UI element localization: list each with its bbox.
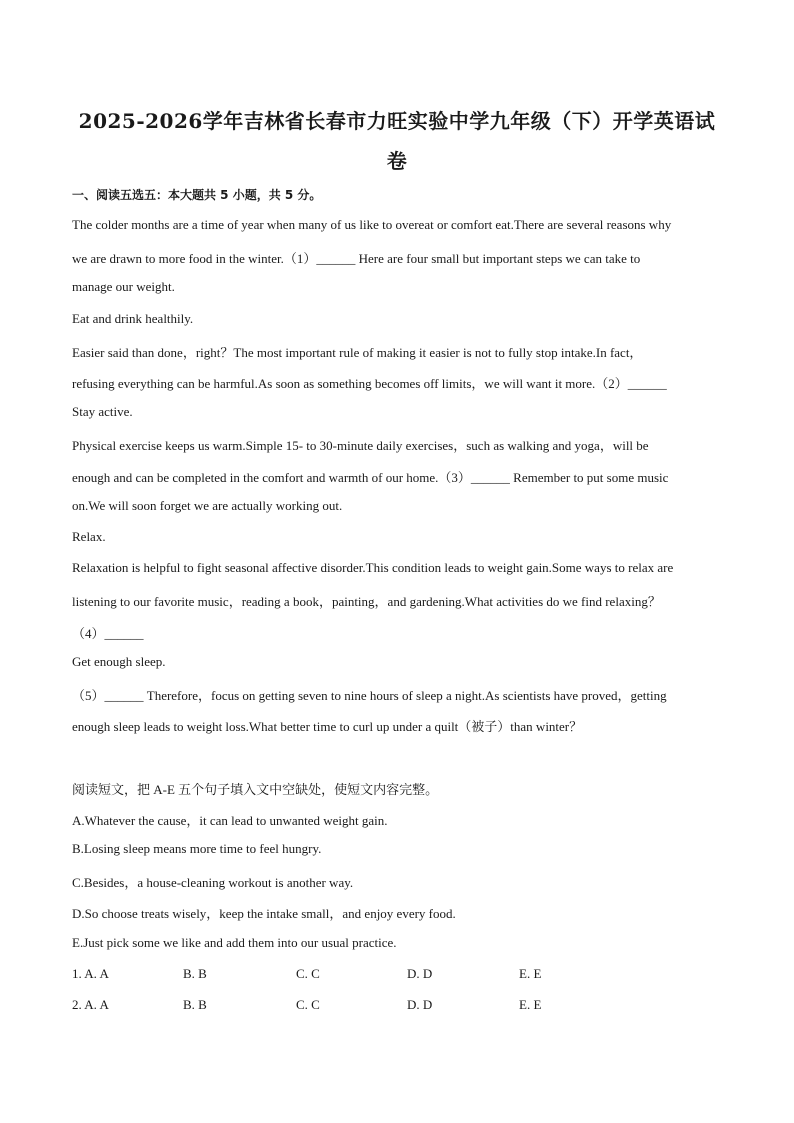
option-d[interactable]: D. D [407,997,433,1012]
passage-line: enough sleep leads to weight loss.What better time to curl up under a quilt（被子）than winter？ [72,719,583,734]
option-d[interactable]: D. D [407,966,433,981]
passage-line: manage our weight. [72,279,175,294]
choice-d: D.So choose treats wisely，keep the intake small，and enjoy every food. [72,906,456,921]
choice-a: A.Whatever the cause，it can lead to unwanted weight gain. [72,813,388,828]
passage-line: on.We will soon forget we are actually working out. [72,498,343,513]
passage-subheading: Eat and drink healthily. [72,311,194,326]
passage-line: listening to our favorite music，reading a book，painting，and gardening.What activities do we find relaxing？ [72,594,661,609]
choice-e: E.Just pick some we like and add them into our usual practice. [72,935,397,950]
instruction-text: 阅读短文，把 A-E 五个句子填入文中空缺处，使短文内容完整。 [72,782,439,797]
passage-subheading: Get enough sleep. [72,654,166,669]
question-2-options [72,997,672,1015]
passage-line: （4）______ [72,626,144,641]
passage-line: enough and can be completed in the comfort and warmth of our home.（3）______ Remember to put some music [72,470,669,485]
option-b[interactable]: B. B [183,997,207,1012]
passage-line: （5）______ Therefore，focus on getting seven to nine hours of sleep a night.As scientists have proved，getting [72,688,667,703]
passage-line: The colder months are a time of year when many of us like to overeat or comfort eat.There are several reasons why [72,217,672,232]
question-1-options [72,966,672,984]
option-c[interactable]: C. C [296,966,320,981]
passage-subheading: Stay active. [72,404,133,419]
passage-line: refusing everything can be harmful.As soon as something becomes off limits，we will want it more.（2）______ [72,376,667,391]
option-a[interactable]: 1. A. A [72,966,109,981]
passage-line: we are drawn to more food in the winter.（1）______ Here are four small but important steps we can take to [72,251,641,266]
option-c[interactable]: C. C [296,997,320,1012]
page-title: 2025-2026学年吉林省长春市力旺实验中学九年级（下）开学英语试 [78,109,716,133]
passage-line: Relaxation is helpful to fight seasonal affective disorder.This condition leads to weight gain.Some ways to relax are [72,560,674,575]
option-a[interactable]: 2. A. A [72,997,109,1012]
choice-c: C.Besides，a house-cleaning workout is another way. [72,875,354,890]
option-e[interactable]: E. E [519,997,542,1012]
passage-subheading: Relax. [72,529,106,544]
option-e[interactable]: E. E [519,966,542,981]
choice-b: B.Losing sleep means more time to feel hungry. [72,841,322,856]
option-b[interactable]: B. B [183,966,207,981]
page-title-continued: 卷 [386,149,408,173]
passage-line: Physical exercise keeps us warm.Simple 15- to 30-minute daily exercises，such as walking and yoga，will be [72,438,649,453]
passage-line: Easier said than done，right？The most important rule of making it easier is not to fully stop intake.In fact， [72,345,643,360]
section-heading: 一、阅读五选五：本大题共 5 小题，共 5 分。 [72,188,322,202]
